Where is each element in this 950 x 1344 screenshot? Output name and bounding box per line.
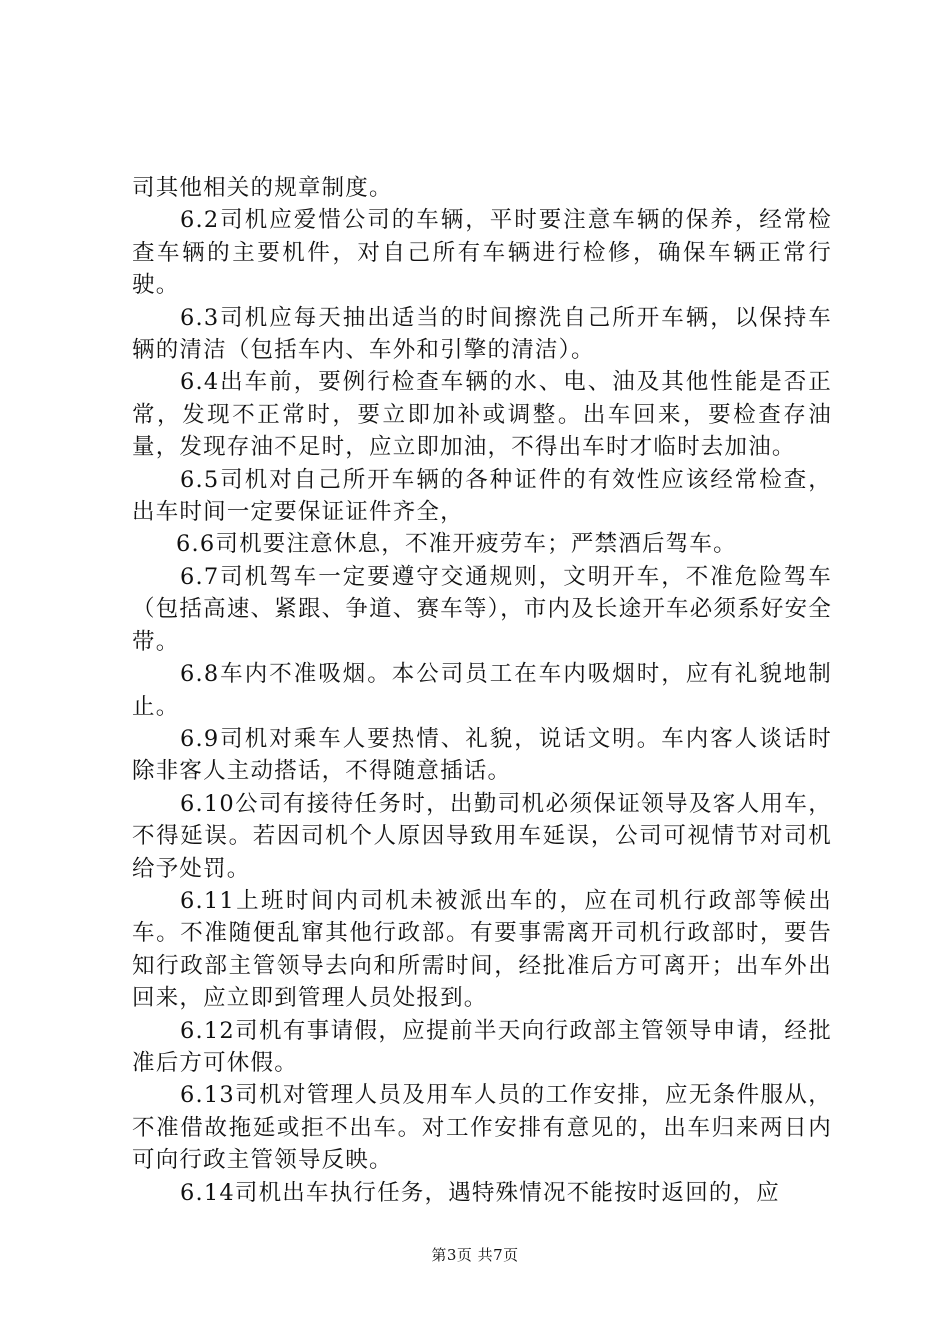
- page-number-footer: 第3页 共7页: [431, 1246, 519, 1264]
- paragraph-6-10: 6.10公司有接待任务时，出勤司机必须保证领导及客人用车，不得延误。若因司机个人原因导致用车延误，公司可视情节对司机给予处罚。: [132, 790, 832, 882]
- paragraph-6-9: 6.9司机对乘车人要热情、礼貌，说话文明。车内客人谈话时除非客人主动搭话，不得随意插话。: [132, 725, 832, 785]
- paragraph-6-2: 6.2司机应爱惜公司的车辆，平时要注意车辆的保养，经常检查车辆的主要机件，对自己所有车辆进行检修，确保车辆正常行驶。: [132, 207, 832, 299]
- paragraph-6-5: 6.5司机对自己所开车辆的各种证件的有效性应该经常检查，出车时间一定要保证证件齐全，: [132, 466, 832, 526]
- paragraph-6-14: 6.14司机出车执行任务，遇特殊情况不能按时返回的，应: [180, 1179, 780, 1206]
- paragraph-6-6: 6.6司机要注意休息，不准开疲劳车；严禁酒后驾车。: [176, 531, 737, 558]
- paragraph-6-8: 6.8车内不准吸烟。本公司员工在车内吸烟时，应有礼貌地制止。: [132, 661, 832, 720]
- paragraph-6-7: 6.7司机驾车一定要遵守交通规则，文明开车，不准危险驾车（包括高速、紧跟、争道、赛车等），市内及长途开车必须系好安全带。: [132, 563, 832, 655]
- paragraph-6-12: 6.12司机有事请假，应提前半天向行政部主管领导申请，经批准后方可休假。: [132, 1017, 832, 1076]
- paragraph-6-13: 6.13司机对管理人员及用车人员的工作安排，应无条件服从，不准借故拖延或拒不出车。对工作安排有意见的，出车归来两日内可向行政主管领导反映。: [132, 1082, 832, 1174]
- paragraph-6-3: 6.3司机应每天抽出适当的时间擦洗自己所开车辆，以保持车辆的清洁（包括车内、车外和引擎的清洁）。: [132, 304, 832, 364]
- document-body: [132, 172, 832, 1209]
- paragraph-6-11: 6.11上班时间内司机未被派出车的，应在司机行政部等候出车。不准随便乱窜其他行政部。有要事需离开司机行政部时，要告知行政部主管领导去向和所需时间，经批准后方可离开；出车外出回来，应立即到管理人员处报到。: [132, 887, 832, 1012]
- paragraph-6-4: 6.4出车前，要例行检查车辆的水、电、油及其他性能是否正常，发现不正常时，要立即加补或调整。出车回来，要检查存油量，发现存油不足时，应立即加油，不得出车时才临时去加油。: [132, 369, 832, 461]
- paragraph-continuation: 司其他相关的规章制度。: [132, 175, 393, 201]
